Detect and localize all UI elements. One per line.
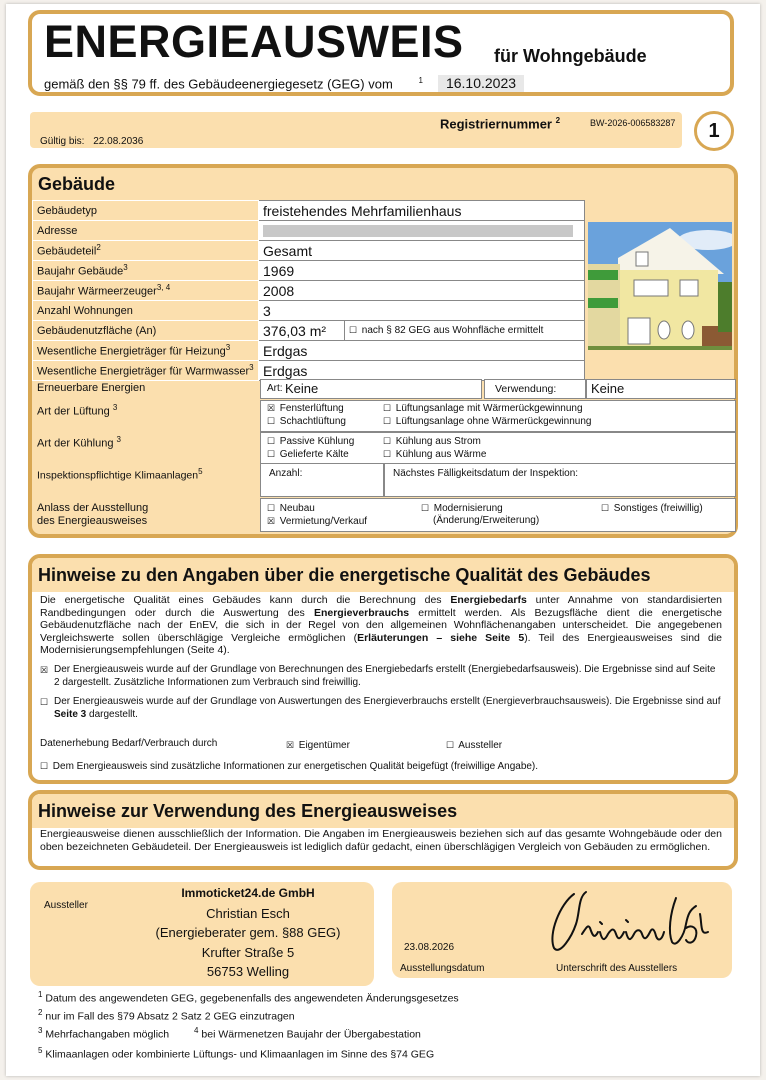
checkbox-empty-icon: ☐: [40, 697, 49, 707]
reason-label-line: Anlass der Ausstellung: [37, 502, 149, 514]
row-label-text: Gebäudeteil: [37, 245, 97, 258]
reason-option: [267, 502, 315, 516]
ventilation-option: [383, 402, 583, 416]
checkbox-empty-icon: ☐: [383, 403, 392, 413]
text-run: Die energetische Qualität eines Gebäudes kann durch die Berechnung des: [40, 594, 451, 606]
building-type-value: freistehendes Mehrfamilienhaus: [259, 201, 585, 221]
option-text: Aussteller: [458, 740, 503, 751]
row-label: Anzahl Wohnungen: [33, 301, 259, 321]
footnote-text: nur im Fall des §79 Absatz 2 Satz 2 GEG einzutragen: [45, 1010, 295, 1023]
valid-until: [40, 136, 143, 147]
option-text: Lüftungsanlage ohne Wärmerückgewinnung: [395, 416, 592, 427]
footnote-number: 5: [38, 1046, 43, 1055]
cooling-option: [267, 435, 354, 449]
ventilation-option: [267, 402, 344, 416]
table-row: [33, 341, 585, 361]
checkbox-empty-icon: ☐: [267, 449, 276, 459]
area-note: [345, 321, 585, 341]
reason-option: [421, 502, 503, 516]
option-text: Neubau: [279, 503, 315, 514]
text-run: dargestellt.: [86, 708, 138, 720]
table-row: [33, 361, 585, 381]
cooling-option: [267, 448, 349, 462]
row-label: Gebäudenutzfläche (An): [33, 321, 259, 341]
cooling-row: [32, 432, 736, 462]
renewable-use-box: [484, 379, 586, 399]
footnote-text: Klimaanlagen oder kombinierte Lüftungs- und Klimaanlagen im Sinne des §74 GEG: [45, 1048, 435, 1061]
renewable-row: [32, 379, 736, 399]
ventilation-options: [260, 400, 736, 432]
text-run: ). Teil des Energieausweises sind die Modernisierungsempfehlungen (Seite 4).: [40, 631, 722, 656]
checkbox-empty-icon: ☐: [349, 325, 358, 335]
heating-energy-value: Erdgas: [259, 341, 585, 361]
registration-footnote: 2: [555, 116, 561, 125]
issuer-street: Krufter Straße 5: [201, 944, 295, 960]
renewable-art-value: Keine: [285, 381, 319, 396]
issuer-address: [130, 884, 366, 982]
cooling-label-text: Art der Kühlung: [37, 437, 114, 450]
renewable-use-label: Verwendung:: [495, 383, 557, 395]
issuer-name: Christian Esch: [206, 905, 290, 921]
document-title-suffix: für Wohngebäude: [494, 46, 647, 66]
consumption-certificate-option: [40, 696, 722, 721]
row-footnote: 3, 4: [156, 283, 171, 293]
option-text: Modernisierung: [433, 503, 503, 514]
quality-notes-paragraph: [40, 594, 722, 657]
checkbox-checked-icon: ☒: [267, 403, 276, 413]
quality-notes-title: Hinweise zu den Angaben über die energetische Qualität des Gebäudes: [38, 565, 651, 585]
row-footnote: 3: [116, 435, 121, 444]
option-text: Dem Energieausweis sind zusätzliche Informationen zur energetischen Qualität beigefügt (freiwillige Angabe).: [52, 761, 539, 772]
issue-date-label: Ausstellungsdatum: [400, 963, 485, 974]
renewable-art-box: [260, 379, 482, 399]
building-part-value: Gesamt: [259, 241, 585, 261]
text-run: unter Annahme von standardisierten Randbedingungen oder durch die Auswertung des: [40, 594, 723, 619]
area-note-text: nach § 82 GEG aus Wohnfläche ermittelt: [361, 325, 544, 336]
building-section-title: Gebäude: [38, 174, 116, 194]
footnote-text: bei Wärmenetzen Baujahr der Übergabestation: [201, 1028, 421, 1041]
row-footnote: 3: [225, 343, 231, 353]
issuer-label: Aussteller: [44, 900, 88, 911]
row-footnote: 3: [112, 403, 118, 412]
row-label-text: Wesentliche Energieträger für Heizung: [37, 345, 226, 358]
reason-option: [601, 502, 703, 516]
inspection-count-box: [260, 463, 384, 497]
issuer-city: 56753 Welling: [206, 964, 290, 979]
inspection-date-box: [384, 463, 736, 497]
inspection-label: [37, 467, 203, 482]
issuer-company: Immoticket24.de GmbH: [181, 886, 315, 900]
signature-label: Unterschrift des Ausstellers: [556, 963, 678, 974]
renewable-use-value: Keine: [591, 381, 625, 396]
option-text: Eigentümer: [298, 740, 350, 751]
row-footnote: 2: [96, 243, 101, 253]
option-text: Der Energieausweis wurde auf der Grundlage von Berechnungen des Energiebedarfs erstellt (Energiebedarfsausweis). Die Ergebnisse sind auf Seite 2 dargestellt. Zusätzliche Informationen zum Verbrauch sind freiwillig.: [54, 664, 716, 688]
row-footnote: 5: [198, 467, 203, 476]
footnote-number: 3: [38, 1026, 43, 1035]
checkbox-empty-icon: ☐: [40, 761, 49, 771]
ventilation-option: [267, 415, 346, 429]
checkbox-empty-icon: ☐: [267, 503, 276, 513]
reason-option: [267, 515, 367, 529]
row-label-text: Baujahr Gebäude: [37, 265, 124, 278]
text-run-bold: Energiebedarfs: [450, 594, 527, 606]
signature-scribble-icon: [540, 884, 720, 960]
option-text: Kühlung aus Strom: [395, 436, 481, 447]
row-label: [33, 261, 259, 281]
registration-number: BW-2026-006583287: [590, 118, 676, 128]
checkbox-empty-icon: ☐: [421, 503, 430, 513]
footnote-text: Mehrfachangaben möglich: [45, 1028, 170, 1041]
checkbox-empty-icon: ☐: [267, 436, 276, 446]
extra-info-option: [40, 760, 538, 774]
inspection-next-label: Nächstes Fälligkeitsdatum der Inspektion:: [393, 468, 579, 479]
checkbox-checked-icon: ☒: [286, 740, 295, 750]
ventilation-label: [37, 403, 117, 418]
heater-year-value: 2008: [259, 281, 585, 301]
demand-certificate-option: [40, 664, 722, 689]
construction-year-value: 1969: [259, 261, 585, 281]
checkbox-empty-icon: ☐: [446, 740, 455, 750]
footnote-text: Datum des angewendeten GEG, gegebenenfalls des angewendeten Änderungsgesetzes: [45, 992, 459, 1005]
table-row: [33, 261, 585, 281]
text-run: ermittelt werden. Als Bezugsfläche dient die energetische Gebäudenutzfläche nach der EnEV, die sich in der Regel von den allgemeinen Wohnflächenangaben unterscheidet. Die angegebenen Vergleichswerte sollen überschlägige Vergleiche ermöglichen (: [40, 606, 722, 644]
text-run-bold: Energieverbrauchs: [313, 606, 410, 619]
option-text: Passive Kühlung: [279, 436, 355, 447]
option-text: Kühlung aus Wärme: [395, 449, 487, 460]
row-label: [33, 341, 259, 361]
law-date: 16.10.2023: [438, 75, 524, 92]
inspection-label-text: Inspektionspflichtige Klimaanlagen: [37, 469, 199, 482]
checkbox-empty-icon: ☐: [383, 449, 392, 459]
checkbox-checked-icon: ☒: [267, 516, 276, 526]
issue-date: 23.08.2026: [404, 942, 455, 953]
registration-label: [440, 116, 560, 131]
reason-option-continued: (Änderung/Erweiterung): [433, 515, 540, 526]
reason-row: [32, 498, 736, 532]
ventilation-option: [383, 415, 591, 429]
building-photo: [588, 222, 732, 350]
row-label-text: Wesentliche Energieträger für Warmwasser: [37, 365, 250, 378]
table-row: [33, 221, 585, 241]
data-by-issuer: [446, 739, 502, 753]
row-label: [33, 241, 259, 261]
row-label: [33, 361, 259, 381]
table-row: [33, 321, 585, 341]
table-row: [33, 241, 585, 261]
building-table: [32, 200, 585, 381]
document-title: ENERGIEAUSWEIS: [44, 16, 464, 67]
checkbox-empty-icon: ☐: [383, 416, 392, 426]
renewable-label: Erneuerbare Energien: [37, 382, 146, 394]
subtitle-footnote: 1: [418, 76, 423, 85]
cooling-options: [260, 432, 736, 464]
option-text: Schachtlüftung: [279, 416, 346, 427]
text-run-bold: Erläuterungen – siehe Seite 5: [357, 631, 525, 644]
reason-options: [260, 498, 736, 532]
text-run-bold: Seite 3: [54, 708, 87, 720]
usage-notes-text: Energieausweise dienen ausschließlich der Information. Die Angaben im Energieausweis beziehen sich auf das gesamte Wohngebäude oder den oben bezeichneten Gebäudeteil. Der Energieausweis ist lediglich dafür gedacht, einen überschlägigen Vergleich von Gebäuden zu ermöglichen.: [40, 828, 722, 853]
ventilation-label-text: Art der Lüftung: [37, 405, 110, 418]
inspection-count-label: Anzahl:: [269, 468, 303, 479]
renewable-art-label: Art:: [267, 383, 283, 394]
checkbox-empty-icon: ☐: [383, 436, 392, 446]
footnote-number: 4: [194, 1026, 199, 1035]
usage-notes-title: Hinweise zur Verwendung des Energieausweises: [38, 801, 458, 821]
data-collection-label: Datenerhebung Bedarf/Verbrauch durch: [40, 738, 218, 749]
row-footnote: 3: [123, 263, 128, 273]
house-illustration: [588, 222, 732, 350]
footnote-number: 1: [38, 990, 43, 999]
table-row: [33, 301, 585, 321]
cooling-label: [37, 435, 121, 450]
renewable-use-value-box: [586, 379, 736, 399]
document-subtitle: [44, 76, 423, 91]
address-redacted: [263, 225, 573, 237]
signature: [540, 884, 720, 960]
row-label: [33, 281, 259, 301]
row-footnote: 3: [249, 363, 254, 373]
checkbox-empty-icon: ☐: [601, 503, 610, 513]
row-label-text: Baujahr Wärmeerzeuger: [37, 285, 157, 298]
usable-area-value: 376,03 m²: [259, 321, 345, 341]
option-text: [54, 696, 722, 721]
row-label: Gebäudetyp: [33, 201, 259, 221]
footnote: [38, 1006, 459, 1024]
footnote-number: 2: [38, 1008, 43, 1017]
data-by-owner: [286, 739, 350, 753]
reason-label-line: des Energieausweises: [37, 515, 148, 527]
checkbox-empty-icon: ☐: [267, 416, 276, 426]
table-row: [33, 281, 585, 301]
address-value: [259, 221, 585, 241]
valid-until-date: 22.08.2036: [93, 136, 144, 147]
option-text: Fensterlüftung: [279, 403, 344, 414]
footnotes: [38, 988, 459, 1062]
text-run: Der Energieausweis wurde auf der Grundlage von Auswertungen des Energieverbrauchs erstellt (Energieverbrauchsausweis). Die Ergebnisse sind auf: [54, 696, 721, 707]
cooling-option: [383, 448, 486, 462]
ventilation-row: [32, 400, 736, 430]
footnote: [38, 1044, 459, 1062]
reason-label: [37, 502, 148, 528]
valid-until-label: Gültig bis:: [40, 136, 85, 147]
option-text: Lüftungsanlage mit Wärmerückgewinnung: [395, 403, 583, 414]
page-number: 1: [694, 111, 734, 151]
footnote: [38, 1024, 459, 1042]
option-text: Sonstiges (freiwillig): [613, 503, 703, 514]
issuer-role: (Energieberater gem. §88 GEG): [155, 925, 341, 940]
registration-label-text: Registriernummer: [440, 116, 552, 132]
option-text: Gelieferte Kälte: [279, 449, 349, 460]
cooling-option: [383, 435, 481, 449]
option-text: Vermietung/Verkauf: [279, 516, 368, 527]
water-energy-value: Erdgas: [259, 361, 585, 381]
checkbox-checked-icon: ☒: [40, 665, 49, 675]
table-row: [33, 201, 585, 221]
footnote: [38, 988, 459, 1006]
row-label: Adresse: [33, 221, 259, 241]
apartments-value: 3: [259, 301, 585, 321]
inspection-row: [32, 463, 736, 497]
subtitle-text: gemäß den §§ 79 ff. des Gebäudeenergiegesetz (GEG) vom: [44, 76, 393, 92]
